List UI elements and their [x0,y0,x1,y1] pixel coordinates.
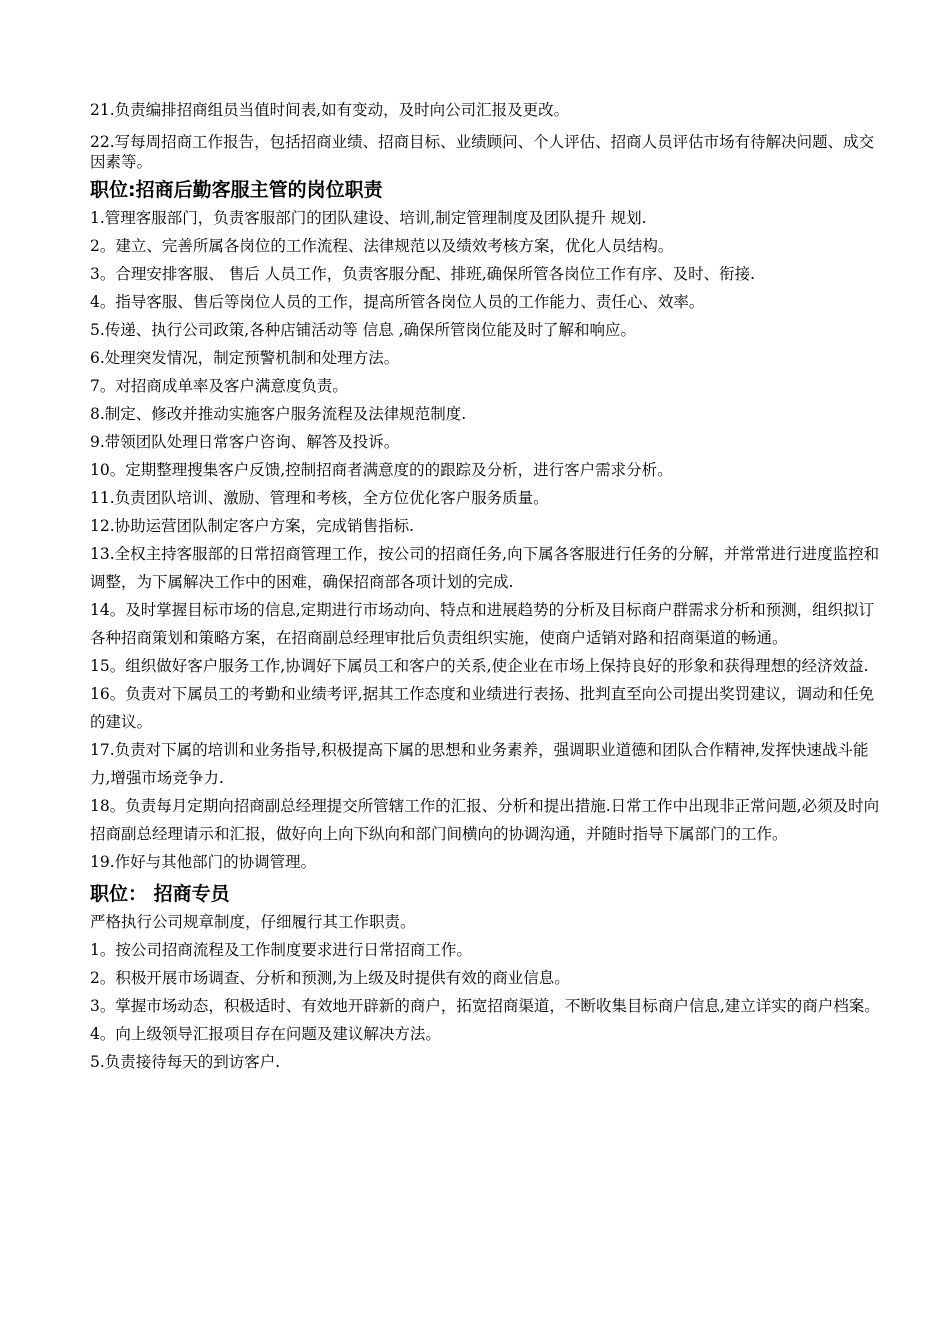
supervisor-item-9: 9.带领团队处理日常客户咨询、解答及投诉。 [90,433,400,451]
specialist-intro: 严格执行公司规章制度，仔细履行其工作职责。 [90,913,416,931]
supervisor-item-15: 15。组织做好客户服务工作,协调好下属员工和客户的关系,使企业在市场上保持良好的形象和获得理想的经济效益. [90,657,869,675]
specialist-item-3: 3。掌握市场动态，积极适时、有效地开辟新的商户，拓宽招商渠道，不断收集目标商户信息,建立详实的商户档案。 [90,997,880,1015]
supervisor-item-7: 7。对招商成单率及客户满意度负责。 [90,377,348,395]
specialist-item-2: 2。积极开展市场调查、分析和预测,为上级及时提供有效的商业信息。 [90,969,570,987]
supervisor-item-12: 12.协助运营团队制定客户方案，完成销售指标. [90,517,415,535]
supervisor-item-8: 8.制定、修改并推动实施客户服务流程及法律规范制度. [90,405,467,423]
specialist-item-1: 1。按公司招商流程及工作制度要求进行日常招商工作。 [90,941,472,959]
specialist-item-5: 5.负责接待每天的到访客户. [90,1053,281,1071]
supervisor-item-17: 17.负责对下属的培训和业务指导,积极提高下属的思想和业务素养，强调职业道德和团队合作精神,发挥快速战斗能力,增强市场竞争力. [90,741,869,787]
supervisor-item-16: 16。负责对下属员工的考勤和业绩考评,据其工作态度和业绩进行表扬、批判直至向公司提出奖罚建议，调动和任免的建议。 [90,685,875,731]
supervisor-item-13: 13.全权主持客服部的日常招商管理工作，按公司的招商任务,向下属各客服进行任务的分解，并常常进行进度监控和调整，为下属解决工作中的困难，确保招商部各项计划的完成. [90,545,880,591]
duty-item-22: 22.写每周招商工作报告，包括招商业绩、招商目标、业绩顾问、个人评估、招商人员评估市场有待解决问题、成交因素等。 [90,133,875,171]
section-heading-specialist: 职位： 招商专员 [90,883,230,905]
document-page [90,96,880,1076]
supervisor-item-14: 14。及时掌握目标市场的信息,定期进行市场动向、特点和进展趋势的分析及目标商户群需求分析和预测，组织拟订各种招商策划和策略方案，在招商副总经理审批后负责组织实施，使商户适销对路和招商渠道的畅通。 [90,601,875,647]
supervisor-item-19: 19.作好与其他部门的协调管理。 [90,853,317,871]
supervisor-item-18: 18。负责每月定期向招商副总经理提交所管辖工作的汇报、分析和提出措施.日常工作中出现非正常问题,必须及时向招商副总经理请示和汇报，做好向上向下纵向和部门间横向的协调沟通，并随时指导下属部门的工作。 [90,797,880,843]
supervisor-item-5: 5.传递、执行公司政策,各种店铺活动等 信息 ,确保所管岗位能及时了解和响应。 [90,321,636,339]
supervisor-item-10: 10。定期整理搜集客户反馈,控制招商者满意度的的跟踪及分析，进行客户需求分析。 [90,461,673,479]
supervisor-item-4: 4。指导客服、售后等岗位人员的工作，提高所管各岗位人员的工作能力、责任心、效率。 [90,293,705,311]
specialist-item-4: 4。向上级领导汇报项目存在问题及建议解决方法。 [90,1025,441,1043]
supervisor-item-6: 6.处理突发情况，制定预警机制和处理方法。 [90,349,400,367]
supervisor-item-1: 1.管理客服部门，负责客服部门的团队建设、培训,制定管理制度及团队提升 规划. [90,209,647,227]
duty-item-21: 21.负责编排招商组员当值时间表,如有变动，及时向公司汇报及更改。 [90,101,570,119]
section-heading-supervisor: 职位:招商后勤客服主管的岗位职责 [90,179,383,201]
supervisor-item-11: 11.负责团队培训、激励、管理和考核，全方位优化客户服务质量。 [90,489,549,507]
supervisor-item-2: 2。建立、完善所属各岗位的工作流程、法律规范以及绩效考核方案，优化人员结构。 [90,237,674,255]
supervisor-item-3: 3。合理安排客服、 售后 人员工作，负责客服分配、排班,确保所管各岗位工作有序、及时、衔接. [90,265,756,283]
